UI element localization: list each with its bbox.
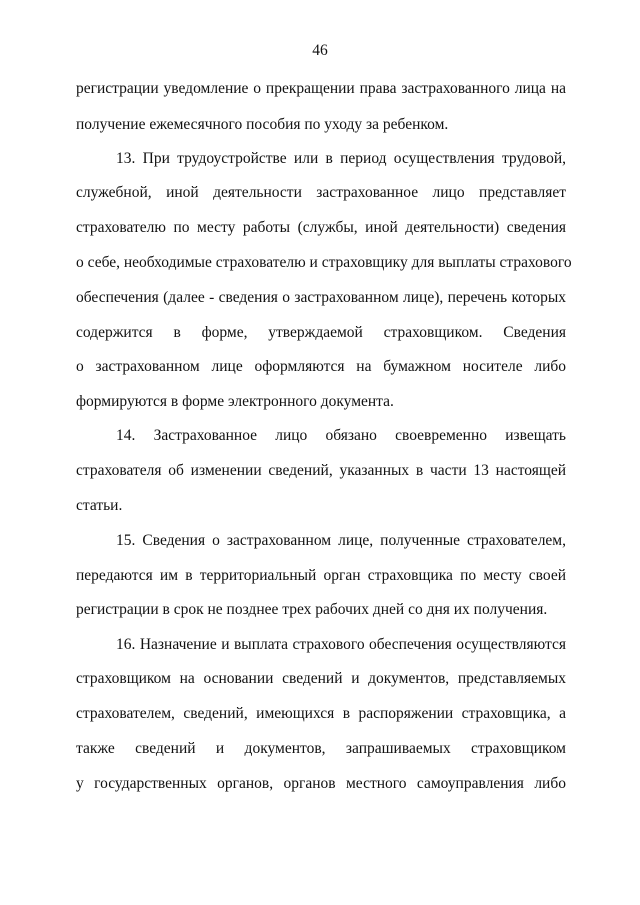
text-line: регистрации уведомление о прекращении права застрахованного лица на	[76, 80, 566, 97]
text-line: регистрации в срок не позднее трех рабочих дней со дня их получения.	[76, 601, 548, 618]
page-number: 46	[312, 42, 328, 59]
text-line: 15. Сведения о застрахованном лице, полученные страхователем,	[116, 532, 566, 549]
text-line: страхователю по месту работы (службы, иной деятельности) сведения	[76, 219, 566, 236]
text-line: статьи.	[76, 497, 123, 514]
text-line: обеспечения (далее - сведения о застрахованном лице), перечень которых	[76, 289, 566, 306]
text-line: о застрахованном лице оформляются на бумажном носителе либо	[76, 358, 566, 375]
text-line: получение ежемесячного пособия по уходу за ребенком.	[76, 116, 449, 133]
text-line: 14. Застрахованное лицо обязано своевременно извещать	[116, 427, 566, 444]
text-line: страхователем, сведений, имеющихся в распоряжении страховщика, а	[76, 705, 566, 722]
text-line: у государственных органов, органов местного самоуправления либо	[76, 775, 566, 792]
text-line: служебной, иной деятельности застрахованное лицо представляет	[76, 184, 566, 201]
text-line: формируются в форме электронного документа.	[76, 393, 394, 410]
text-line: 16. Назначение и выплата страхового обеспечения осуществляются	[116, 636, 566, 653]
text-line: о себе, необходимые страхователю и страховщику для выплаты страхового	[76, 254, 572, 271]
text-line: также сведений и документов, запрашиваемых страховщиком	[76, 740, 566, 757]
text-line: страхователя об изменении сведений, указанных в части 13 настоящей	[76, 462, 566, 479]
text-line: содержится в форме, утверждаемой страховщиком. Сведения	[76, 324, 566, 341]
text-line: 13. При трудоустройстве или в период осуществления трудовой,	[116, 150, 566, 167]
text-line: передаются им в территориальный орган страховщика по месту своей	[76, 567, 566, 584]
text-line: страховщиком на основании сведений и документов, представляемых	[76, 670, 566, 687]
